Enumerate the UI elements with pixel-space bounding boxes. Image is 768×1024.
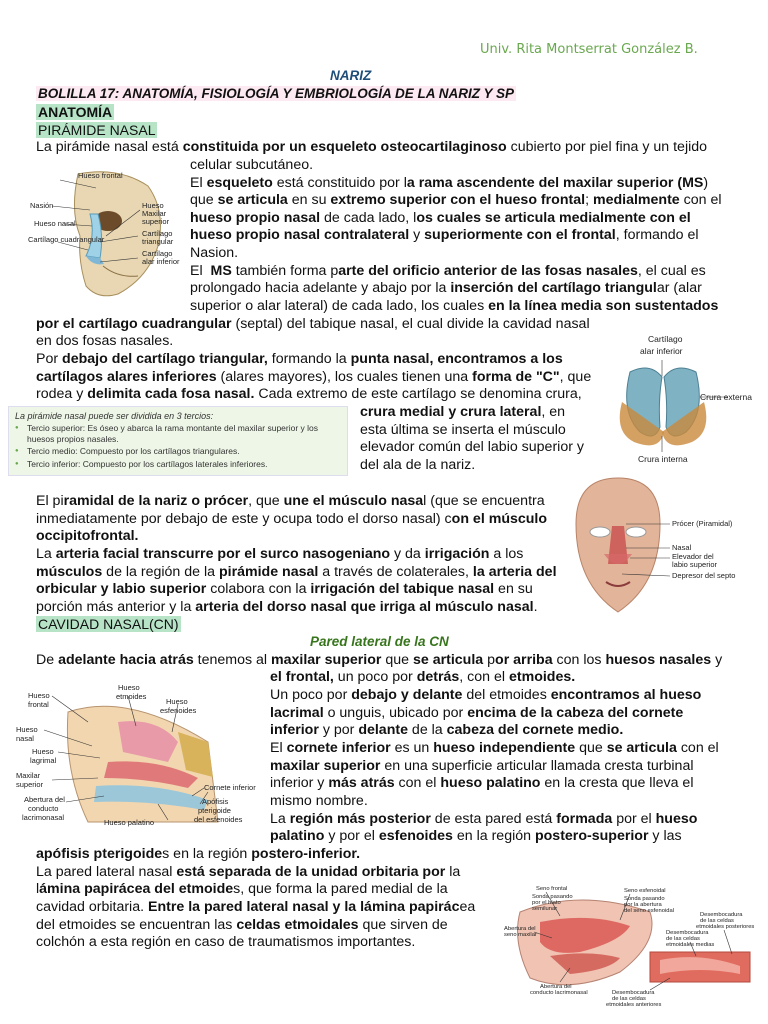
text-line: Un poco por debajo y delante del etmoides encontramos al hueso [270, 687, 702, 703]
text-line: De adelante hacia atrás tenemos al maxilar superior que se articula por arriba con los huesos nasales y [36, 652, 723, 668]
text-line: inmediatamente por debajo de este y ocupa todo el dorso nasal) con el músculo [36, 511, 548, 527]
fig1-label: Hueso nasal [34, 219, 76, 228]
alar-cartilage-illustration [600, 332, 764, 468]
text-line: inferior y por delante de la cabeza del cornete medio. [270, 722, 624, 738]
fig3-label: labio superior [672, 560, 718, 569]
fig3-label: Elevador del [672, 552, 714, 561]
fig5-label: de las celdas [612, 996, 646, 1002]
fig4-label: etmoides [116, 692, 147, 701]
fig5-label: Desembocadura [700, 912, 743, 918]
tercios-heading: La pirámide nasal puede ser dividida en 3 tercios: [15, 411, 214, 421]
fig4-label: superior [16, 780, 44, 789]
author-name: Univ. Rita Montserrat González B. [480, 42, 698, 57]
text-line: del etmoides se encuentran las celdas etmoidales que sirven de [36, 917, 448, 933]
text-line: cavidad orbitaria. Entre la pared lateral nasal y la lámina papirácea [36, 899, 476, 915]
text-line: por el cartílago cuadrangular (septal) del tabique nasal, el cual divide la cavidad nasal [36, 316, 590, 332]
text-line: El cornete inferior es un hueso independiente que se articula con el [270, 740, 719, 756]
text-line: que se articula en su extremo superior con el hueso frontal; medialmente con el [190, 192, 722, 208]
fig5-label: Abertura del [540, 984, 572, 990]
text-line: del ala de la nariz. [360, 457, 476, 473]
fig4-label: esfenoides [160, 706, 197, 715]
sinus-openings-illustration [500, 882, 762, 1014]
text-line: palatino y por el esfenoides en la región postero-superior y las [270, 828, 682, 844]
fig3-label: Prócer (Piramidal) [672, 519, 733, 528]
text-line: superior o alar lateral) de cada lado, los cuales en la línea media son sustentados [190, 298, 719, 314]
fig4-label: lagrimal [30, 756, 57, 765]
fig1-label: triangular [142, 237, 174, 246]
fig2-label: alar inferior [640, 346, 683, 356]
fig4-label: Hueso palatino [104, 818, 155, 827]
fig1-label: alar inferior [142, 257, 180, 266]
page-title: NARIZ [330, 68, 372, 83]
text-line: lámina papirácea del etmoides, que forma la pared medial de la [36, 881, 448, 897]
fig5-label: Seno esfenoidal [624, 888, 666, 894]
anatomia-heading: ANATOMÍA [38, 104, 113, 120]
fig5-label: por el hiato [532, 900, 561, 906]
fig1-label: Cartílago cuadrangular [28, 235, 105, 244]
text-line: El piramidal de la nariz o prócer, que une el músculo nasal (que se encuentra [36, 493, 545, 509]
fig5-label: etmoidales medias [666, 942, 715, 948]
text-line: prolongado hacia adelante y abajo por la inserción del cartílago triangular (alar [190, 280, 702, 296]
text-line: La pared lateral nasal está separada de la unidad orbitaria por la [36, 864, 461, 880]
fig5-label: etmoidales posteriores [696, 924, 755, 930]
fig4-label: Abertura del [24, 795, 65, 804]
tercios-box [8, 406, 348, 476]
fig5-label: etmoidales anteriores [606, 1002, 662, 1008]
text-line: en dos fosas nasales. [36, 333, 174, 349]
fig5-label: conducto lacrimonasal [530, 990, 588, 996]
fig1-label: Maxilar [142, 209, 167, 218]
text-line: colchón a esta región en caso de traumatismos importantes. [36, 934, 416, 950]
bolilla-heading: BOLILLA 17: ANATOMÍA, FISIOLOGÍA Y EMBRIOLOGÍA DE LA NARIZ Y SP [38, 86, 515, 101]
tercio-item: ● Tercio inferior: Compuesto por los cartílagos laterales inferiores. [15, 459, 341, 470]
text-line: El esqueleto está constituido por la rama ascendente del maxilar superior (MS) [190, 175, 709, 191]
text-line: mismo nombre. [270, 793, 368, 809]
tercio-item: ● Tercio medio: Compuesto por los cartílagos triangulares. [15, 446, 341, 457]
fig5-label: Abertura del [504, 926, 536, 932]
skull-illustration [8, 166, 188, 302]
fig5-label: Sonda pasando [624, 896, 665, 902]
text-line: La pirámide nasal está constituida por un esqueleto osteocartilaginoso cubierto por piel fina y un tejido [36, 139, 708, 155]
text-line: crura medial y crura lateral, en [360, 404, 566, 420]
text-line: apófisis pterigoides en la región postero-inferior. [36, 846, 361, 862]
fig4-label: Hueso [32, 747, 54, 756]
fig5-label: Sonda pasando [532, 894, 573, 900]
text-line: celular subcutáneo. [190, 157, 314, 173]
text-line: hueso propio nasal contralateral y superiormente con el frontal, formando el [190, 227, 699, 243]
tercio-item: ● Tercio superior: Es óseo y abarca la rama montante del maxilar superior y los huesos propios nasales. [15, 423, 341, 444]
text-line: La región más posterior de esta pared está formada por el hueso [270, 811, 698, 827]
fig5-label: del seno esfenoidal [624, 908, 674, 914]
text-line: occipitofrontal. [36, 528, 139, 544]
fig5-label: Desembocadura [666, 930, 709, 936]
fig1-label: Hueso frontal [78, 171, 123, 180]
text-line: inferior y más atrás con el hueso palatino en la cresta que lleva el [270, 775, 694, 791]
cavidad-heading: CAVIDAD NASAL(CN) [38, 616, 179, 632]
fig2-label: Crura interna [638, 454, 688, 464]
fig4-label: Hueso [166, 697, 188, 706]
fig1-label: superior [142, 217, 170, 226]
fig4-label: Hueso [28, 691, 50, 700]
text-line: orbicular y labio superior colabora con la irrigación del tabique nasal en su [36, 581, 533, 597]
face-muscles-illustration [566, 474, 762, 614]
fig3-label: Depresor del septo [672, 571, 736, 580]
text-line: Nasion. [190, 245, 239, 261]
fig5-label: Desembocadura [612, 990, 655, 996]
text-line: lacrimal o unguis, ubicado por encima de la cabeza del cornete [270, 705, 684, 721]
fig3-label: Nasal [672, 543, 692, 552]
fig4-label: conducto [28, 804, 59, 813]
text-line: Por debajo del cartílago triangular, formando la punta nasal, encontramos a los [36, 351, 563, 367]
fig4-label: lacrimonasal [22, 813, 65, 822]
fig5-label: de las celdas [700, 918, 734, 924]
fig4-label: del esfenoides [194, 815, 243, 824]
fig5-label: de las celdas [666, 936, 700, 942]
fig4-label: Hueso [16, 725, 38, 734]
text-line: elevador común del labio superior y [360, 439, 584, 455]
fig1-label: Cartílago [142, 229, 173, 238]
fig4-label: frontal [28, 700, 49, 709]
lateral-wall-bones-illustration [8, 682, 264, 838]
pared-lateral-heading: Pared lateral de la CN [310, 634, 449, 649]
fig1-label: Cartílago [142, 249, 173, 258]
fig2-label: Cartílago [648, 334, 683, 344]
fig5-label: semilunar [532, 906, 558, 912]
fig4-label: Maxilar [16, 771, 41, 780]
fig5-label: Seno frontal [536, 886, 568, 892]
piramide-heading: PIRÁMIDE NASAL [38, 122, 156, 138]
fig1-label: Nasión [30, 201, 54, 210]
text-line: El MS también forma parte del orificio anterior de las fosas nasales, el cual es [190, 263, 706, 279]
text-line: hueso propio nasal de cada lado, los cuales se articula medialmente con el [190, 210, 691, 226]
text-line: maxilar superior en una superficie articular llamada cresta turbinal [270, 758, 694, 774]
text-line: porción más anterior y la arteria del dorso nasal que irriga al músculo nasal. [36, 599, 538, 615]
fig1-label: Hueso [142, 201, 164, 210]
fig4-label: Cornete inferior [204, 783, 256, 792]
fig4-label: Hueso [118, 683, 140, 692]
fig4-label: Apófisis [202, 797, 229, 806]
text-line: esta última se inserta el músculo [360, 422, 566, 438]
text-line: cartílagos alares inferiores (alares mayores), los cuales tienen una forma de "C", que [36, 369, 592, 385]
text-line: el frontal, un poco por detrás, con el etmoides. [270, 669, 576, 685]
fig2-label: Crura externa [700, 392, 752, 402]
fig5-label: seno maxilar [504, 932, 537, 938]
text-line: La arteria facial transcurre por el surco nasogeniano y da irrigación a los [36, 546, 524, 562]
fig4-label: nasal [16, 734, 34, 743]
text-line: rodea y delimita cada fosa nasal. Cada extremo de este cartílago se denomina crura, [36, 386, 582, 402]
text-line: músculos de la región de la pirámide nasal a través de colaterales, la arteria del [36, 564, 557, 580]
fig5-label: por la abertura [624, 902, 662, 908]
fig4-label: pterigoide [198, 806, 231, 815]
